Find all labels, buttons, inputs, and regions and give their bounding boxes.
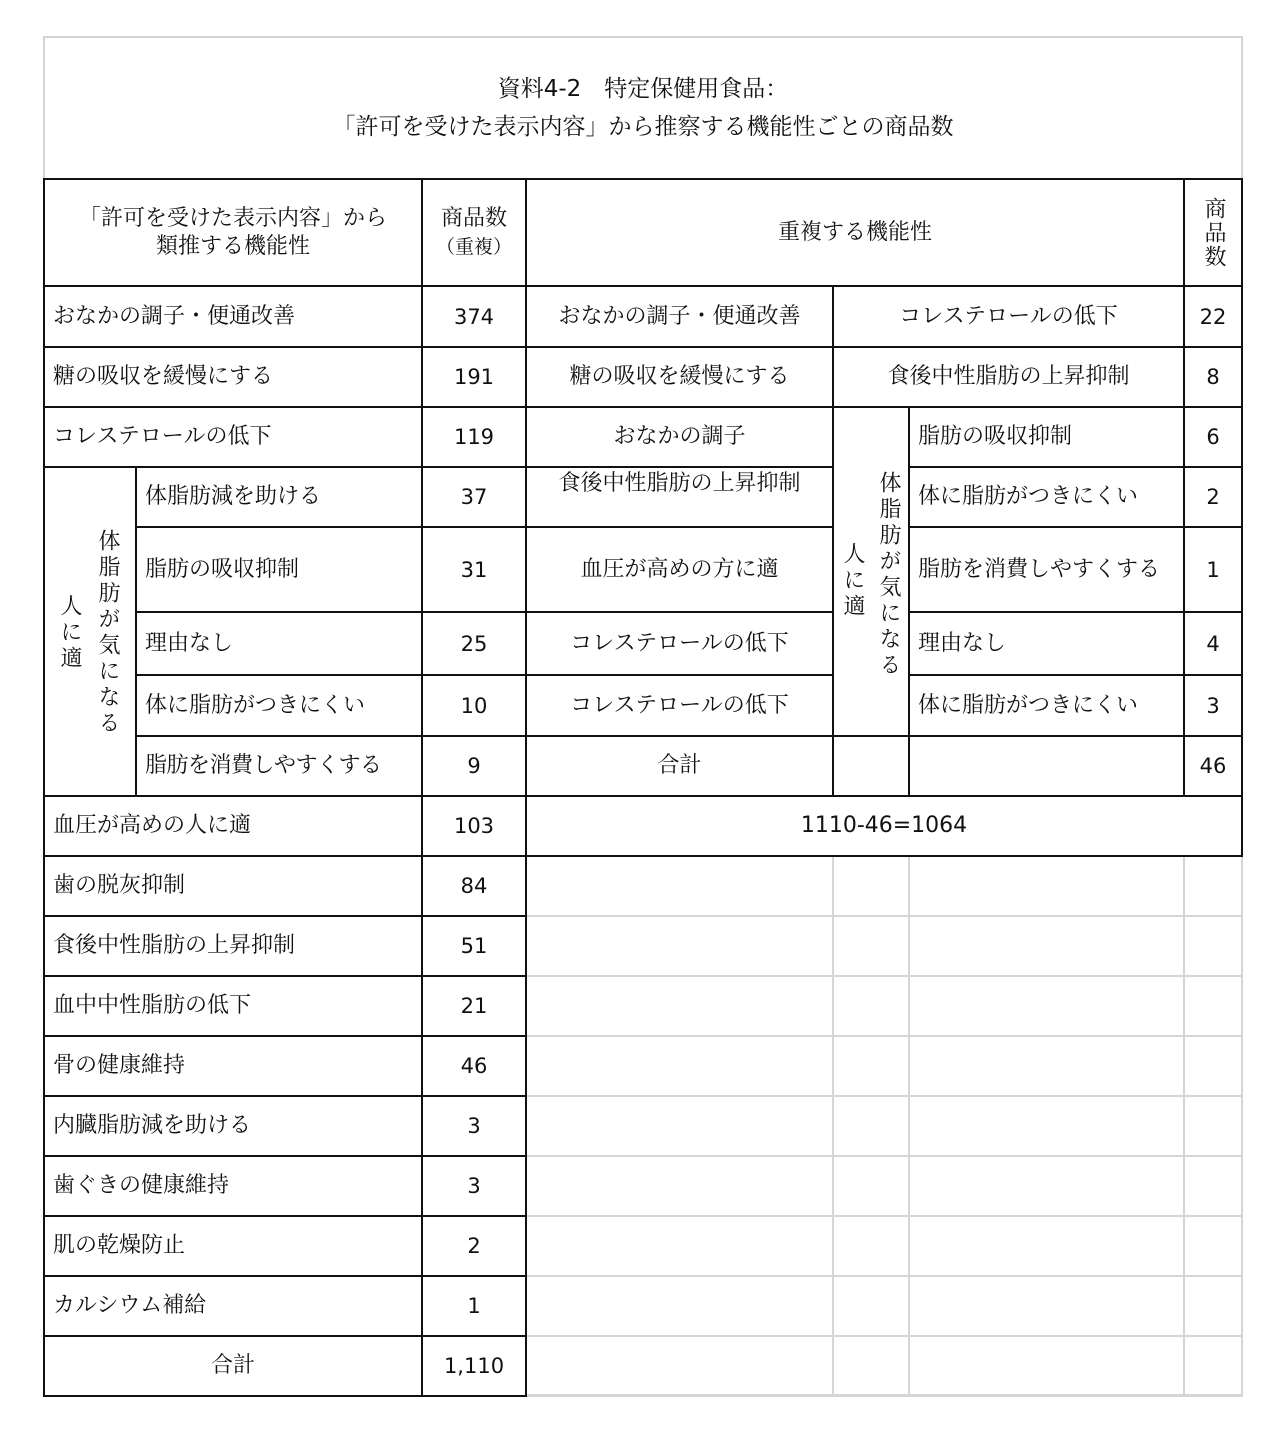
left-row-label: 食後中性脂肪の上昇抑制	[43, 915, 423, 977]
empty-grid-cell	[527, 1097, 834, 1157]
empty-grid-cell	[1185, 857, 1243, 917]
empty-grid-cell	[910, 857, 1185, 917]
left-row-count: 103	[421, 795, 527, 857]
empty-grid-cell	[527, 1217, 834, 1277]
empty-grid-cell	[527, 1157, 834, 1217]
header-overlap: 重複する機能性	[525, 178, 1185, 287]
overlap-row-count: 4	[1183, 611, 1243, 676]
left-row-count: 84	[421, 855, 527, 917]
group-label-inner: 体脂肪が気になる	[95, 529, 120, 737]
empty-grid-cell	[1185, 1097, 1243, 1157]
empty-grid-cell	[527, 1277, 834, 1337]
overlap-group-label-cell	[832, 406, 910, 737]
overlap-row-function-a: 血圧が高めの方に適	[525, 526, 834, 613]
empty-grid-cell	[834, 917, 910, 977]
left-row-count: 21	[421, 975, 527, 1037]
left-row-label: 内臓脂肪減を助ける	[43, 1095, 423, 1157]
empty-grid-cell	[834, 977, 910, 1037]
overlap-row-function-a: 食後中性脂肪の上昇抑制	[525, 466, 834, 528]
overlap-row-count: 2	[1183, 466, 1243, 528]
left-row-count: 25	[421, 611, 527, 676]
left-row-label: 肌の乾燥防止	[43, 1215, 423, 1277]
empty-grid-cell	[910, 917, 1185, 977]
header-count	[421, 178, 527, 287]
document-title	[43, 70, 1243, 146]
header-function-line-1: 「許可を受けた表示内容」から	[78, 205, 387, 231]
left-total-count: 1,110	[421, 1335, 527, 1397]
left-total-label: 合計	[43, 1335, 423, 1397]
empty-grid-cell	[834, 1217, 910, 1277]
empty-grid-cell	[527, 1037, 834, 1097]
overlap-row-function-b: 脂肪を消費しやすくする	[908, 526, 1185, 613]
left-row-label: 歯ぐきの健康維持	[43, 1155, 423, 1217]
header-overlap-count: 商品数	[1183, 178, 1243, 287]
overlap-row-count: 6	[1183, 406, 1243, 468]
empty-grid-cell	[527, 857, 834, 917]
title-line-1: 資料4-2 特定保健用食品：	[497, 76, 789, 102]
overlap-row-function-b: 体に脂肪がつきにくい	[908, 674, 1185, 737]
left-row-label: 体に脂肪がつきにくい	[135, 674, 423, 737]
group-label-cell	[43, 466, 137, 797]
empty-grid-cell	[834, 1277, 910, 1337]
left-row-label: 体脂肪減を助ける	[135, 466, 423, 528]
left-row-count: 2	[421, 1215, 527, 1277]
left-row-count: 191	[421, 346, 527, 408]
empty-grid-cell	[910, 1097, 1185, 1157]
left-row-count: 10	[421, 674, 527, 737]
empty-grid-cell	[834, 1097, 910, 1157]
header-function-line-2: 類推する機能性	[155, 233, 310, 259]
overlap-group-label-outer: 人に適	[840, 542, 865, 620]
group-label-outer: 人に適	[57, 594, 82, 672]
overlap-total-empty-2	[908, 735, 1185, 797]
left-row-count: 51	[421, 915, 527, 977]
left-row-count: 9	[421, 735, 527, 797]
left-row-label: 血中中性脂肪の低下	[43, 975, 423, 1037]
empty-grid-cell	[1185, 1037, 1243, 1097]
overlap-row-function-b: 食後中性脂肪の上昇抑制	[832, 346, 1185, 408]
left-row-label: 血圧が高めの人に適	[43, 795, 423, 857]
empty-grid-cell	[910, 1157, 1185, 1217]
net-formula: 1110-46=1064	[525, 795, 1243, 857]
left-row-count: 374	[421, 285, 527, 348]
left-row-count: 119	[421, 406, 527, 468]
left-row-count: 31	[421, 526, 527, 613]
left-row-label: 歯の脱灰抑制	[43, 855, 423, 917]
overlap-row-function-b: 脂肪の吸収抑制	[908, 406, 1185, 468]
overlap-row-function-a: おなかの調子・便通改善	[525, 285, 834, 348]
overlap-total-empty-1	[832, 735, 910, 797]
overlap-row-function-b: コレステロールの低下	[832, 285, 1185, 348]
overlap-row-function-a: 糖の吸収を緩慢にする	[525, 346, 834, 408]
overlap-total-count: 46	[1183, 735, 1243, 797]
empty-grid-cell	[1185, 1277, 1243, 1337]
overlap-row-function-a: おなかの調子	[525, 406, 834, 468]
left-row-count: 3	[421, 1155, 527, 1217]
overlap-row-function-a: コレステロールの低下	[525, 611, 834, 676]
empty-grid-cell	[910, 977, 1185, 1037]
empty-grid-cell	[1185, 977, 1243, 1037]
header-function	[43, 178, 423, 287]
overlap-row-function-b: 理由なし	[908, 611, 1185, 676]
overlap-total-label: 合計	[525, 735, 834, 797]
overlap-row-count: 3	[1183, 674, 1243, 737]
empty-grid-cell	[1185, 1157, 1243, 1217]
left-row-count: 3	[421, 1095, 527, 1157]
empty-grid-cell	[1185, 1217, 1243, 1277]
overlap-row-count: 8	[1183, 346, 1243, 408]
empty-grid-cell	[834, 1037, 910, 1097]
empty-grid-cell	[527, 1337, 834, 1397]
header-count-line-1: 商品数	[440, 205, 507, 231]
overlap-row-function-b: 体に脂肪がつきにくい	[908, 466, 1185, 528]
overlap-group-label-inner: 体脂肪が気になる	[876, 471, 901, 679]
left-row-label: 理由なし	[135, 611, 423, 676]
empty-grid-cell	[834, 1157, 910, 1217]
empty-grid-cell	[1185, 1337, 1243, 1397]
empty-grid-cell	[910, 1337, 1185, 1397]
title-line-2: 「許可を受けた表示内容」から推察する機能性ごとの商品数	[332, 114, 954, 140]
header-count-line-2: （重複）	[435, 235, 512, 258]
empty-grid-cell	[1185, 917, 1243, 977]
left-row-label: 骨の健康維持	[43, 1035, 423, 1097]
empty-grid-cell	[527, 977, 834, 1037]
overlap-row-count: 22	[1183, 285, 1243, 348]
empty-grid-cell	[527, 917, 834, 977]
empty-grid-cell	[834, 857, 910, 917]
empty-grid-cell	[910, 1037, 1185, 1097]
overlap-row-function-a: コレステロールの低下	[525, 674, 834, 737]
left-row-label: カルシウム補給	[43, 1275, 423, 1337]
left-row-label: おなかの調子・便通改善	[43, 285, 423, 348]
left-row-count: 37	[421, 466, 527, 528]
left-row-label: コレステロールの低下	[43, 406, 423, 468]
overlap-row-count: 1	[1183, 526, 1243, 613]
empty-grid-cell	[834, 1337, 910, 1397]
left-row-count: 46	[421, 1035, 527, 1097]
empty-grid-cell	[910, 1217, 1185, 1277]
left-row-label: 脂肪を消費しやすくする	[135, 735, 423, 797]
left-row-count: 1	[421, 1275, 527, 1337]
left-row-label: 脂肪の吸収抑制	[135, 526, 423, 613]
left-row-label: 糖の吸収を緩慢にする	[43, 346, 423, 408]
empty-grid-cell	[910, 1277, 1185, 1337]
